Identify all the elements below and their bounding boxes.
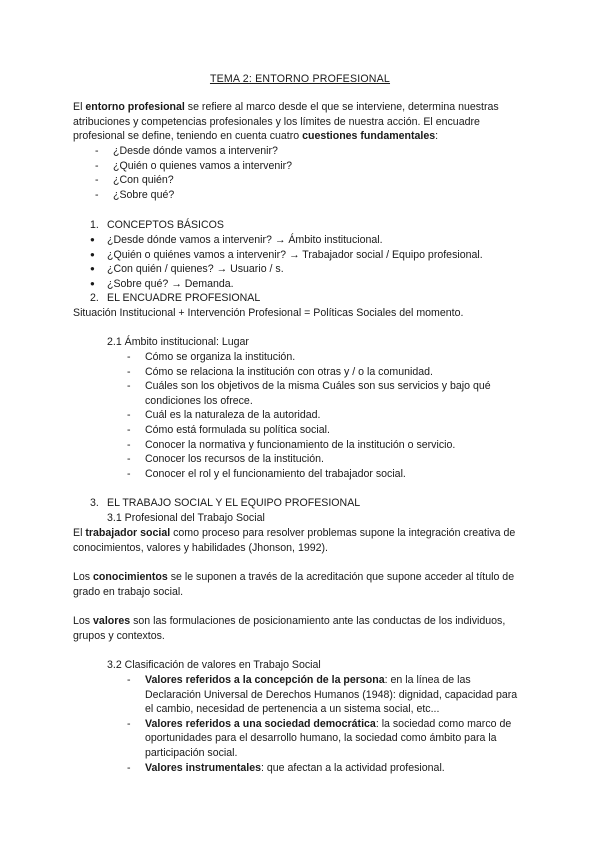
paragraph-text: se le suponen a través de la acreditación que supone acceder al título de grado en trabajo social. [73, 571, 515, 598]
trabajador-paragraph [73, 526, 533, 555]
conocimientos-paragraph [73, 570, 533, 599]
valor-item [145, 761, 525, 776]
paragraph-text: como proceso para resolver problemas supone la integración creativa de conocimientos, valores y habilidades (Jhonson, 1992). [73, 527, 516, 554]
section-label: CONCEPTOS BÁSICOS [107, 219, 224, 231]
paragraph-text: Los [73, 615, 94, 627]
questions-list [113, 144, 292, 202]
section-heading-1 [90, 218, 224, 233]
intro-text: : [435, 130, 439, 143]
ambito-item: - Cómo está formulada su política social. [145, 423, 525, 438]
concept-item: ● ¿Desde dónde vamos a intervenir? → Ámbito institucional. [107, 233, 483, 248]
ambito-item: - Cómo se relaciona la institución con otras y / o la comunidad. [145, 365, 525, 380]
question-item: - ¿Quién o quienes vamos a intervenir? [113, 159, 292, 174]
intro-text: El [73, 101, 86, 113]
bold-term: conocimientos [93, 571, 168, 583]
section-label: EL ENCUADRE PROFESIONAL [107, 292, 261, 304]
intro-text: se refiere al marco desde el que se interviene, determina nuestras atribuciones y competencias profesionales y los límites de nuestra acción. El encuadre profesional se define, teniendo en cuenta cuatro [73, 101, 499, 143]
page-title: TEMA 2: ENTORNO PROFESIONAL [209, 73, 391, 85]
valor-item [145, 717, 525, 761]
intro-bold-term: entorno profesional [85, 101, 185, 113]
paragraph-text: son las formulaciones de posicionamiento ante las conductas de los individuos, grupos y contextos. [73, 615, 506, 642]
ambito-item: - Conocer los recursos de la institución. [145, 452, 525, 467]
ambito-item: - Cuál es la naturaleza de la autoridad. [145, 408, 525, 423]
question-item: - ¿Sobre qué? [113, 188, 292, 203]
valores-paragraph [73, 614, 533, 643]
question-item: - ¿Desde dónde vamos a intervenir? [113, 144, 292, 159]
concept-item: ● ¿Quién o quiénes vamos a intervenir? → Trabajador social / Equipo profesional. [107, 248, 483, 263]
formula-line: Situación Institucional + Intervención Profesional = Políticas Sociales del momento. [73, 307, 464, 319]
section-number: 3. [90, 497, 99, 509]
valor-text: : en la línea de las Declaración Universal de Derechos Humanos (1948): dignidad, capacidad para el cambio, necesidad de pertenencia a un sistema social, etc... [145, 674, 518, 716]
intro-bold-term: cuestiones fundamentales [302, 130, 436, 143]
intro-paragraph [73, 100, 533, 144]
bold-term: trabajador social [85, 527, 171, 539]
paragraph-text: Los [73, 571, 94, 583]
ambito-item: - Cómo se organiza la institución. [145, 350, 525, 365]
valor-text: : que afectan a la actividad profesional. [261, 761, 445, 774]
valor-item [145, 673, 525, 717]
bold-term: valores [93, 615, 131, 627]
subsection-heading-3-1: 3.1 Profesional del Trabajo Social [107, 512, 265, 524]
valor-title: Valores referidos a la concepción de la persona [145, 674, 385, 686]
ambito-item: - Cuáles son los objetivos de la misma Cuáles son sus servicios y bajo qué condiciones los ofrece. [145, 379, 525, 408]
section-heading-2 [90, 291, 261, 306]
valor-title: Valores instrumentales [145, 761, 261, 774]
section-label: EL TRABAJO SOCIAL Y EL EQUIPO PROFESIONAL [107, 497, 361, 509]
ambito-item: - Conocer el rol y el funcionamiento del trabajador social. [145, 467, 525, 482]
section-number: 2. [90, 292, 99, 304]
paragraph-text: El [73, 527, 86, 539]
concept-item: ● ¿Con quién / quienes? → Usuario / s. [107, 262, 483, 277]
concepts-list [107, 233, 483, 291]
question-item: - ¿Con quién? [113, 173, 292, 188]
subsection-heading-2-1: 2.1 Ámbito institucional: Lugar [107, 336, 249, 348]
subsection-heading-3-2: 3.2 Clasificación de valores en Trabajo Social [107, 659, 321, 671]
valores-list [145, 673, 525, 775]
ambito-list [145, 350, 525, 481]
valor-title: Valores referidos a una sociedad democrática [145, 717, 376, 730]
ambito-item: - Conocer la normativa y funcionamiento de la institución o servicio. [145, 438, 525, 453]
section-heading-3 [90, 496, 361, 511]
section-number: 1. [90, 219, 99, 231]
concept-item: ● ¿Sobre qué? → Demanda. [107, 277, 483, 292]
valor-text: : la sociedad como marco de oportunidades para el desarrollo humano, la sociedad como ámbito para la participación social. [145, 717, 512, 759]
